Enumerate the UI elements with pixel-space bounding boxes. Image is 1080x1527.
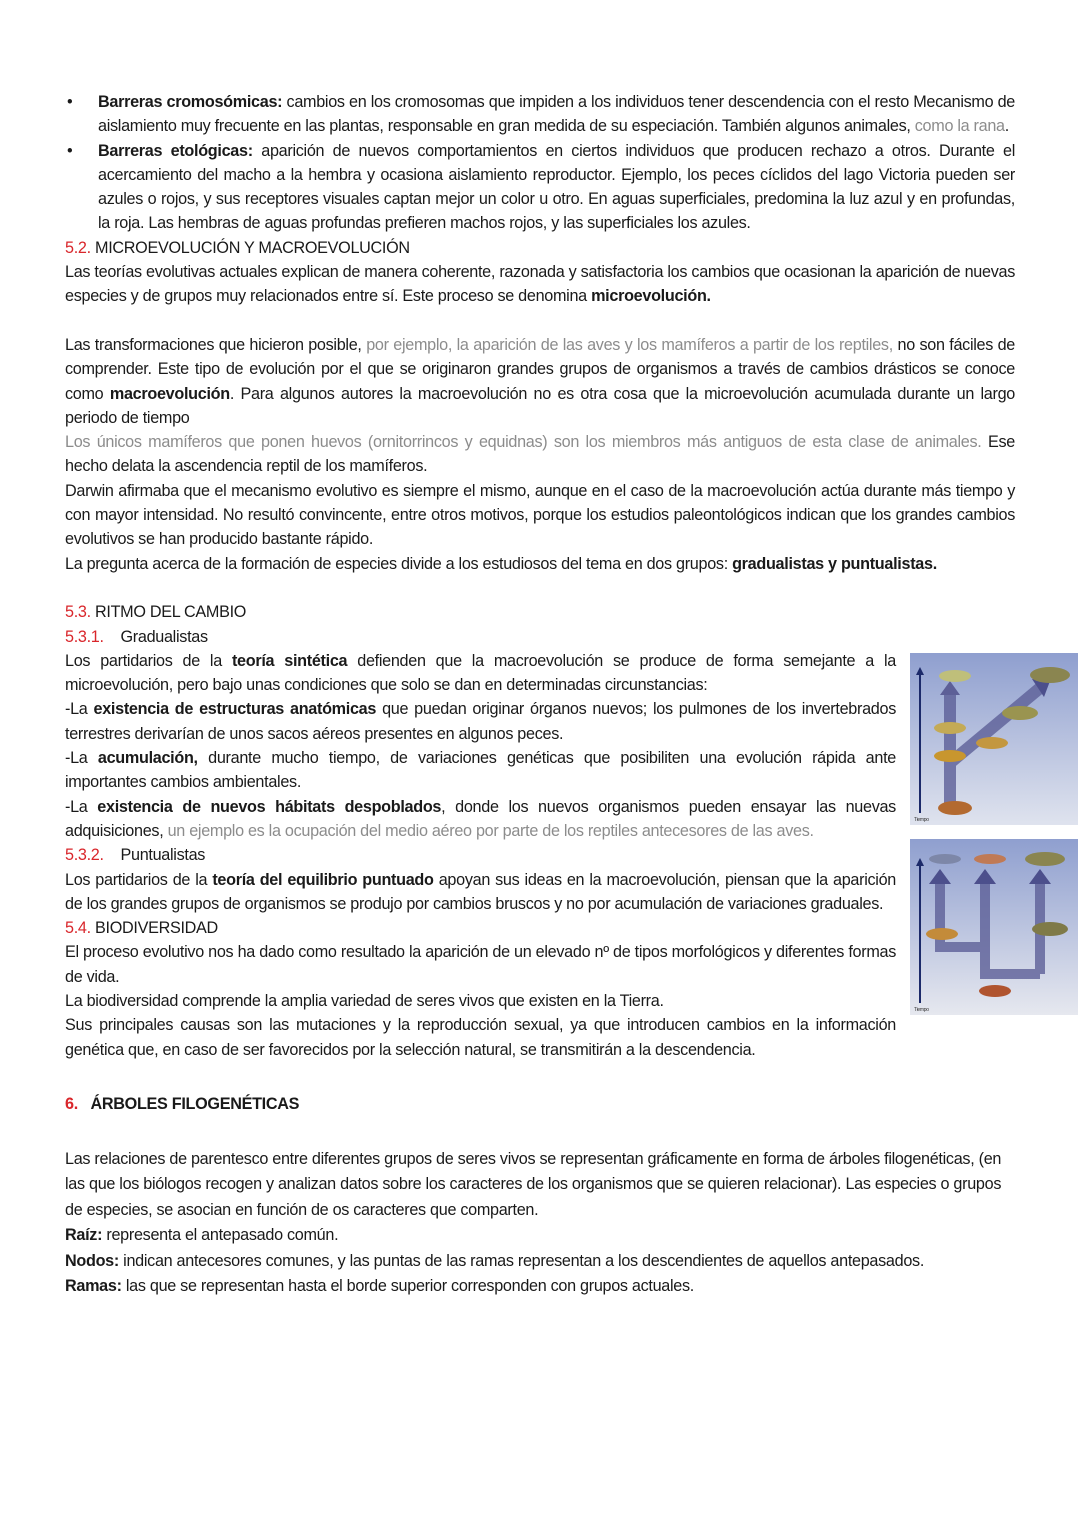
text: indican antecesores comunes, y las puntas de las ramas representan a los descendientes de aquellos antepasados. [118,1251,925,1270]
text: Gradualistas [103,627,208,646]
text: que puedan originar órganos nuevos; los pulmones de los invertebrados terrestres derivarían de unos sacos aéreos presentes en algunos peces. [65,700,896,743]
section-heading [65,236,1015,260]
paragraph [65,1274,1015,1300]
gradualism-figure [910,653,1078,825]
bold-text: Barreras cromosómicas: [98,93,283,111]
paragraph [65,1147,1015,1224]
text: Las relaciones de parentesco entre diferentes grupos de seres vivos se representan gráficamente en forma de árboles filogenéticas, (en las que los biólogos recogen y analizan datos sobre los caracteres de los organismos que se quieren relacionar). Las especies o grupos de especies, se asocian en función de os caracteres que comparten. [65,1149,1002,1219]
text: aparición de nuevos comportamientos en ciertos individuos que producen rechazo a otros. Durante el acercamiento del macho a la hembra y ocasiona aislamiento reproductor. Ejemplo, los peces cíclidos del lago Victoria pueden ser azules o rojos, y sus receptores visuales captan mejor un color u otro. En aguas superficiales, predomina la luz azul y en profundas, la roja. Las hembras de aguas profundas prefieren machos rojos, y las superficiales los azules. [98,141,1015,233]
text: defienden que la macroevolución se produce de forma semejante a la microevolución, pero bajo unas condiciones que solo se dan en determinadas circunstancias: [65,651,896,695]
bullet-icon: • [67,141,73,160]
text: La pregunta acerca de la formación de especies divide a los estudiosos del tema en dos grupos: [65,554,733,573]
bold-text: gradualistas y puntualistas. [732,554,937,573]
section-number: 5.3. [65,603,91,622]
text: Ese hecho delata la ascendencia reptil de los mamíferos. [65,433,1015,476]
bold-text: macroevolución [109,384,230,403]
text: apoyan sus ideas en la macroevolución, piensan que la aparición de los grandes grupos de organismos se produjo por cambios bruscos y no por acumulación de variaciones graduales. [65,870,896,913]
bold-text: Raíz: [65,1226,103,1245]
section-heading [65,1092,1015,1116]
text: no son fáciles de comprender. Este tipo de evolución por el que se originaron grandes grupos de organismos a través de cambios drásticos se conoce como [65,335,1016,403]
text: cambios en los cromosomas que impiden a los individuos tener descendencia con el resto Mecanismo de aislamiento muy frecuente en las plantas, responsable en gran medida de su especiación. También algunos animales, [98,93,1015,136]
section-number: 5.4. [65,919,91,938]
time-axis-label: Tiempo [914,1006,929,1013]
section-heading [65,843,1015,867]
section-number: 6. [65,1095,78,1114]
paragraph [65,1013,1015,1062]
text: Darwin afirmaba que el mecanismo evolutivo es siempre el mismo, aunque en el caso de la macroevolución actúa durante más tiempo y con mayor intensidad. No resultó convincente, entre otros motivos, porque los estudios paleontológicos indican que los grandes cambios evolutivos se han producido bastante rápido. [65,481,1015,549]
section-number: 5.2. [65,238,91,257]
paragraph [65,1223,1015,1249]
bold-text: Ramas: [65,1277,122,1296]
paragraph [65,260,1015,309]
bullet-item [65,90,1015,139]
paragraph [65,795,1015,844]
section-heading [65,916,1015,940]
example-text: Los únicos mamíferos que ponen huevos (ornitorrincos y equidnas) son los miembros más antiguos de esta clase de animales. [65,433,982,452]
bold-text: teoría del equilibrio puntuado [212,870,434,889]
paragraph [65,868,1015,917]
paragraph [65,430,1015,479]
text: Sus principales causas son las mutaciones y la reproducción sexual, ya que introducen cambios en la información genética que, en caso de ser favorecidos por la selección natural, se transmitirán a la descendencia. [65,1016,896,1059]
punctuated-equilibrium-figure [910,839,1078,1015]
figures-column [910,649,1078,1015]
example-text: por ejemplo, la aparición de las aves y los mamíferos a partir de los reptiles, [366,335,893,354]
paragraph [65,697,1015,746]
spacer [65,1122,1015,1146]
example-text: un ejemplo es la ocupación del medio aéreo por parte de los reptiles antecesores de las aves. [167,821,814,840]
text: Puntualistas [103,846,206,865]
section-number: 5.3.1. [65,627,104,646]
paragraph [65,989,1015,1013]
text: ÁRBOLES FILOGENÉTICAS [77,1095,300,1114]
paragraph [65,1249,1015,1275]
bold-text: acumulación, [97,749,198,768]
paragraph [65,746,1015,795]
bold-text: Nodos: [65,1251,119,1270]
bold-text: existencia de estructuras anatómicas [93,700,377,719]
text: representa el antepasado común. [102,1226,339,1245]
time-axis-label: Tiempo [914,816,929,823]
text: La biodiversidad comprende la amplia variedad de seres vivos que existen en la Tierra. [65,991,664,1010]
text: . Para algunos autores la macroevolución no es otra cosa que la microevolución acumulada durante un largo periodo de tiempo [65,384,1015,427]
paragraph [65,333,1015,430]
bold-text: Barreras etológicas: [98,141,253,160]
spacer [65,309,1015,333]
text: Las teorías evolutivas actuales explican de manera coherente, razonada y satisfactoria los cambios que ocasionan la aparición de nuevas especies y de grupos muy relacionados entre sí. Este proceso se denomina [65,263,1015,306]
text: MICROEVOLUCIÓN Y MACROEVOLUCIÓN [90,238,410,257]
bullet-item [65,139,1015,236]
text: Los partidarios de la [65,651,232,670]
text: -La [65,797,98,816]
spacer [65,576,1015,600]
section-heading [65,625,1015,649]
text: , donde los nuevos organismos pueden ensayar las nuevas adquisiciones, [65,797,896,840]
text: RITMO DEL CAMBIO [90,603,247,622]
text: Las transformaciones que hicieron posible, [65,335,367,354]
example-text: como la rana [914,117,1005,136]
paragraph [65,940,1015,989]
bullet-icon: • [67,93,73,111]
spacer [65,1062,1015,1086]
text: El proceso evolutivo nos ha dado como resultado la aparición de un elevado nº de tipos morfológicos y diferentes formas de vida. [65,943,896,986]
paragraph [65,649,1015,698]
text: Los partidarios de la [65,870,213,889]
bold-text: microevolución. [591,287,711,306]
document-body [65,0,1015,1340]
section-number: 5.3.2. [65,846,104,865]
bold-text: teoría sintética [231,651,348,670]
text: . [1004,117,1009,136]
bold-text: existencia de nuevos hábitats despoblados [97,797,442,816]
text: durante mucho tiempo, de variaciones genéticas que posibiliten una evolución rápida ante importantes cambios ambientales. [65,749,896,792]
section-heading [65,600,1015,624]
text: -La [65,749,98,768]
paragraph [65,479,1015,552]
paragraph [65,552,1015,576]
text: las que se representan hasta el borde superior corresponden con grupos actuales. [121,1277,695,1296]
text: BIODIVERSIDAD [90,919,218,938]
text: -La [65,700,94,719]
